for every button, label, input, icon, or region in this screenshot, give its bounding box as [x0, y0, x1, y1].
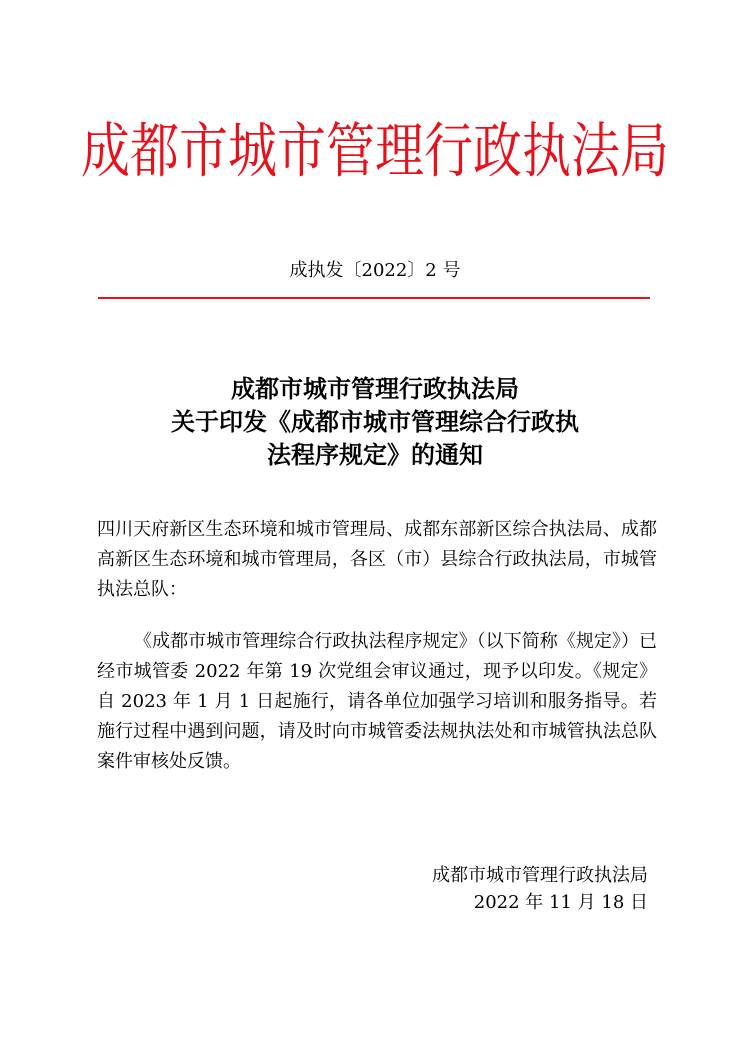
signature-block — [380, 862, 648, 916]
signature-date: 2022 年 11 月 18 日 — [473, 892, 648, 913]
title-line-3: 法程序规定》的通知 — [267, 440, 483, 469]
document-number: 成执发〔2022〕2 号 — [289, 260, 461, 281]
title-line-2: 关于印发《成都市城市管理综合行政执 — [171, 407, 579, 436]
signature-org: 成都市城市管理行政执法局 — [432, 865, 648, 886]
addressee-paragraph: 四川天府新区生态环境和城市管理局、成都东部新区综合执法局、成都高新区生态环境和城市管理局，各区（市）县综合行政执法局，市城管执法总队： — [97, 519, 657, 600]
body-paragraph: 《成都市城市管理综合行政执法程序规定》（以下简称《规定》）已经市城管委 2022 年第 19 次党组会审议通过，现予以印发。《规定》自 2023 年 1 月 1 日起施行，请各单位加强学习培训和服务指导。若施行过程中遇到问题，请及时向市城管委法规执法处和市城管执法总队案件审核处反馈。 — [97, 631, 657, 772]
title-line-1: 成都市城市管理行政执法局 — [231, 374, 519, 403]
document-title — [0, 372, 750, 471]
red-divider-rule — [98, 297, 650, 299]
issuer-header: 成都市城市管理行政执法局 — [80, 116, 669, 187]
